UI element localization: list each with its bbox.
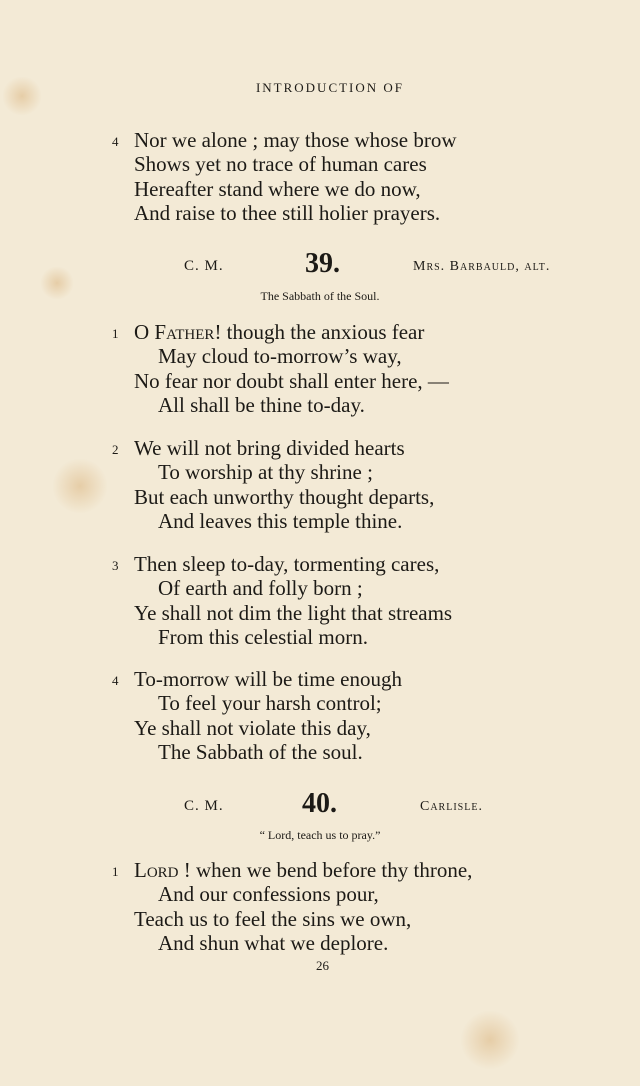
verse-line: 1 Lord ! when we bend before thy throne,	[112, 858, 612, 882]
stanza-top	[112, 128, 612, 225]
verse-line: May cloud to-morrow’s way,	[158, 344, 402, 369]
verse-line: And raise to thee still holier prayers.	[134, 200, 441, 225]
verse-line: Ye shall not violate this day,	[134, 715, 371, 740]
verse-line: And our confessions pour,	[158, 882, 379, 907]
hymn-40-subtitle: “ Lord, teach us to pray.”	[259, 828, 381, 842]
verse-line: But each unworthy thought departs,	[134, 484, 435, 509]
verse-line: All shall be thine to-day.	[158, 392, 365, 417]
hymn-tune: Carlisle.	[420, 799, 483, 814]
hymn-39-subtitle: The Sabbath of the Soul.	[260, 289, 380, 303]
verse-line: To worship at thy shrine ;	[158, 460, 373, 485]
verse-line: 2 We will not bring divided hearts	[112, 436, 612, 460]
page-number: 26	[316, 958, 329, 973]
stanza-number: 1	[112, 864, 119, 879]
verse-line: From this celestial morn.	[158, 624, 368, 649]
stanza-40-1	[112, 858, 612, 955]
hymn-meter: C. M.	[184, 258, 224, 274]
verse-line: And shun what we deplore.	[158, 930, 389, 955]
stanza-number: 3	[112, 558, 119, 573]
verse-line: Hereafter stand where we do now,	[134, 176, 421, 201]
verse-line: 4 To-morrow will be time enough	[112, 667, 612, 691]
verse-line: 4 Nor we alone ; may those whose brow	[112, 128, 612, 152]
verse-line: Ye shall not dim the light that streams	[134, 600, 453, 625]
hymn-39-heading	[0, 250, 640, 280]
hymn-author: Mrs. Barbauld, alt.	[413, 259, 551, 274]
stanza-number: 2	[112, 442, 119, 457]
hymn-number: 40.	[302, 788, 337, 819]
stanza-number: 4	[112, 134, 119, 149]
verse-line: And leaves this temple thine.	[158, 508, 403, 533]
running-header: INTRODUCTION OF	[255, 80, 405, 95]
hymn-number: 39.	[305, 248, 340, 279]
verse-line: Shows yet no trace of human cares	[134, 152, 427, 177]
verse-line: No fear nor doubt shall enter here, —	[134, 368, 449, 393]
stanza-number: 1	[112, 326, 119, 341]
stanza-39-2	[112, 436, 612, 533]
stanza-39-4	[112, 667, 612, 764]
stanza-number: 4	[112, 673, 119, 688]
paper-stain	[460, 1010, 520, 1070]
verse-line: Of earth and folly born ;	[158, 576, 363, 601]
verse-line: Teach us to feel the sins we own,	[134, 906, 412, 931]
hymn-40-heading	[0, 790, 640, 820]
verse-line: The Sabbath of the soul.	[158, 739, 363, 764]
verse-line: To feel your harsh control;	[158, 691, 382, 716]
paper-stain	[52, 458, 108, 514]
opening-word: O Father	[134, 320, 215, 344]
verse-line: 1 O Father! though the anxious fear	[112, 320, 612, 344]
verse-line: 3 Then sleep to-day, tormenting cares,	[112, 552, 612, 576]
hymn-meter: C. M.	[184, 798, 224, 814]
stanza-39-1	[112, 320, 612, 417]
opening-word: Lord	[134, 858, 179, 882]
stanza-39-3	[112, 552, 612, 649]
